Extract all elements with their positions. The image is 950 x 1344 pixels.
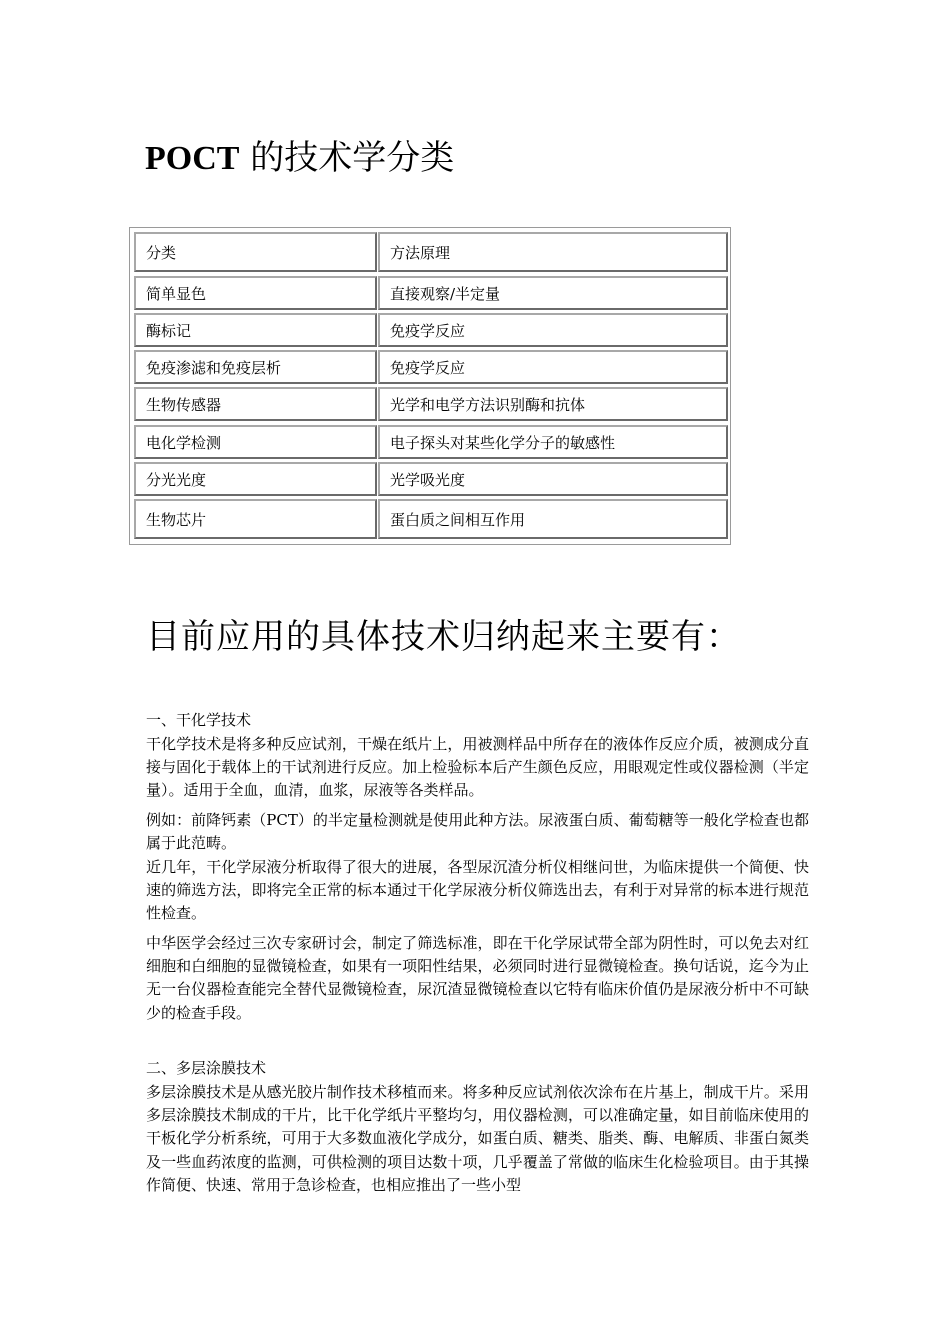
section-1-heading: 一、干化学技术: [146, 711, 252, 729]
table-cell-principle: 电子探头对某些化学分子的敏感性: [378, 425, 728, 459]
section-heading: 目前应用的具体技术归纳起来主要有：: [146, 617, 741, 657]
table-cell-category: 生物传感器: [134, 387, 377, 421]
classification-table: [129, 227, 731, 545]
table-cell-category: 酶标记: [134, 313, 377, 347]
table-cell-principle: 免疫学反应: [378, 350, 728, 384]
page-title-latin: POCT: [145, 140, 240, 177]
table-cell-principle: 光学吸光度: [378, 462, 728, 496]
table-header-principle: 方法原理: [378, 232, 728, 272]
table-cell-category: 电化学检测: [134, 425, 377, 459]
table-cell-principle: 蛋白质之间相互作用: [378, 499, 728, 539]
table-header-category: 分类: [134, 232, 377, 272]
table-cell-category: 免疫渗滤和免疫层析: [134, 350, 377, 384]
table-cell-principle: 直接观察/半定量: [378, 276, 728, 310]
table-cell-category: 分光光度: [134, 462, 377, 496]
table-cell-category: 生物芯片: [134, 499, 377, 539]
table-cell-category: 简单显色: [134, 276, 377, 310]
page-title-rest: 的技术学分类: [239, 138, 455, 178]
table-cell-principle: 免疫学反应: [378, 313, 728, 347]
section-1-paragraph-3: 近几年，干化学尿液分析取得了很大的进展，各型尿沉渣分析仪相继问世，为临床提供一个简便、快速的筛选方法，即将完全正常的标本通过干化学尿液分析仪筛选出去，有利于对异常的标本进行规范性检查。: [146, 858, 809, 923]
section-1-paragraph-4: 中华医学会经过三次专家研讨会，制定了筛选标准，即在干化学尿试带全部为阴性时，可以免去对红细胞和白细胞的显微镜检查，如果有一项阳性结果，必须同时进行显微镜检查。换句话说，迄今为止无一台仪器检查能完全替代显微镜检查，尿沉渣显微镜检查以它特有临床价值仍是尿液分析中不可缺少的检查手段。: [146, 934, 809, 1022]
section-2-paragraph-1: 多层涂膜技术是从感光胶片制作技术移植而来。将多种反应试剂依次涂布在片基上，制成干片。采用多层涂膜技术制成的干片，比干化学纸片平整均匀，用仪器检测，可以准确定量，如目前临床使用的干板化学分析系统，可用于大多数血液化学成分，如蛋白质、糖类、脂类、酶、电解质、非蛋白氮类及一些血药浓度的监测，可供检测的项目达数十项，几乎覆盖了常做的临床生化检验项目。由于其操作简便、快速、常用于急诊检查，也相应推出了一些小型: [146, 1083, 809, 1194]
section-2-heading: 二、多层涂膜技术: [146, 1059, 267, 1077]
section-1-paragraph-1: 干化学技术是将多种反应试剂，干燥在纸片上，用被测样品中所存在的液体作反应介质，被测成分直接与固化于载体上的干试剂进行反应。加上检验标本后产生颜色反应，用眼观定性或仪器检测（半定量）。适用于全血，血清，血浆，尿液等各类样品。: [146, 735, 809, 800]
section-1-paragraph-2: 例如：前降钙素（PCT）的半定量检测就是使用此种方法。尿液蛋白质、葡萄糖等一般化学检查也都属于此范畴。: [146, 811, 809, 853]
table-cell-principle: 光学和电学方法识别酶和抗体: [378, 387, 728, 421]
page-title: [145, 132, 454, 185]
